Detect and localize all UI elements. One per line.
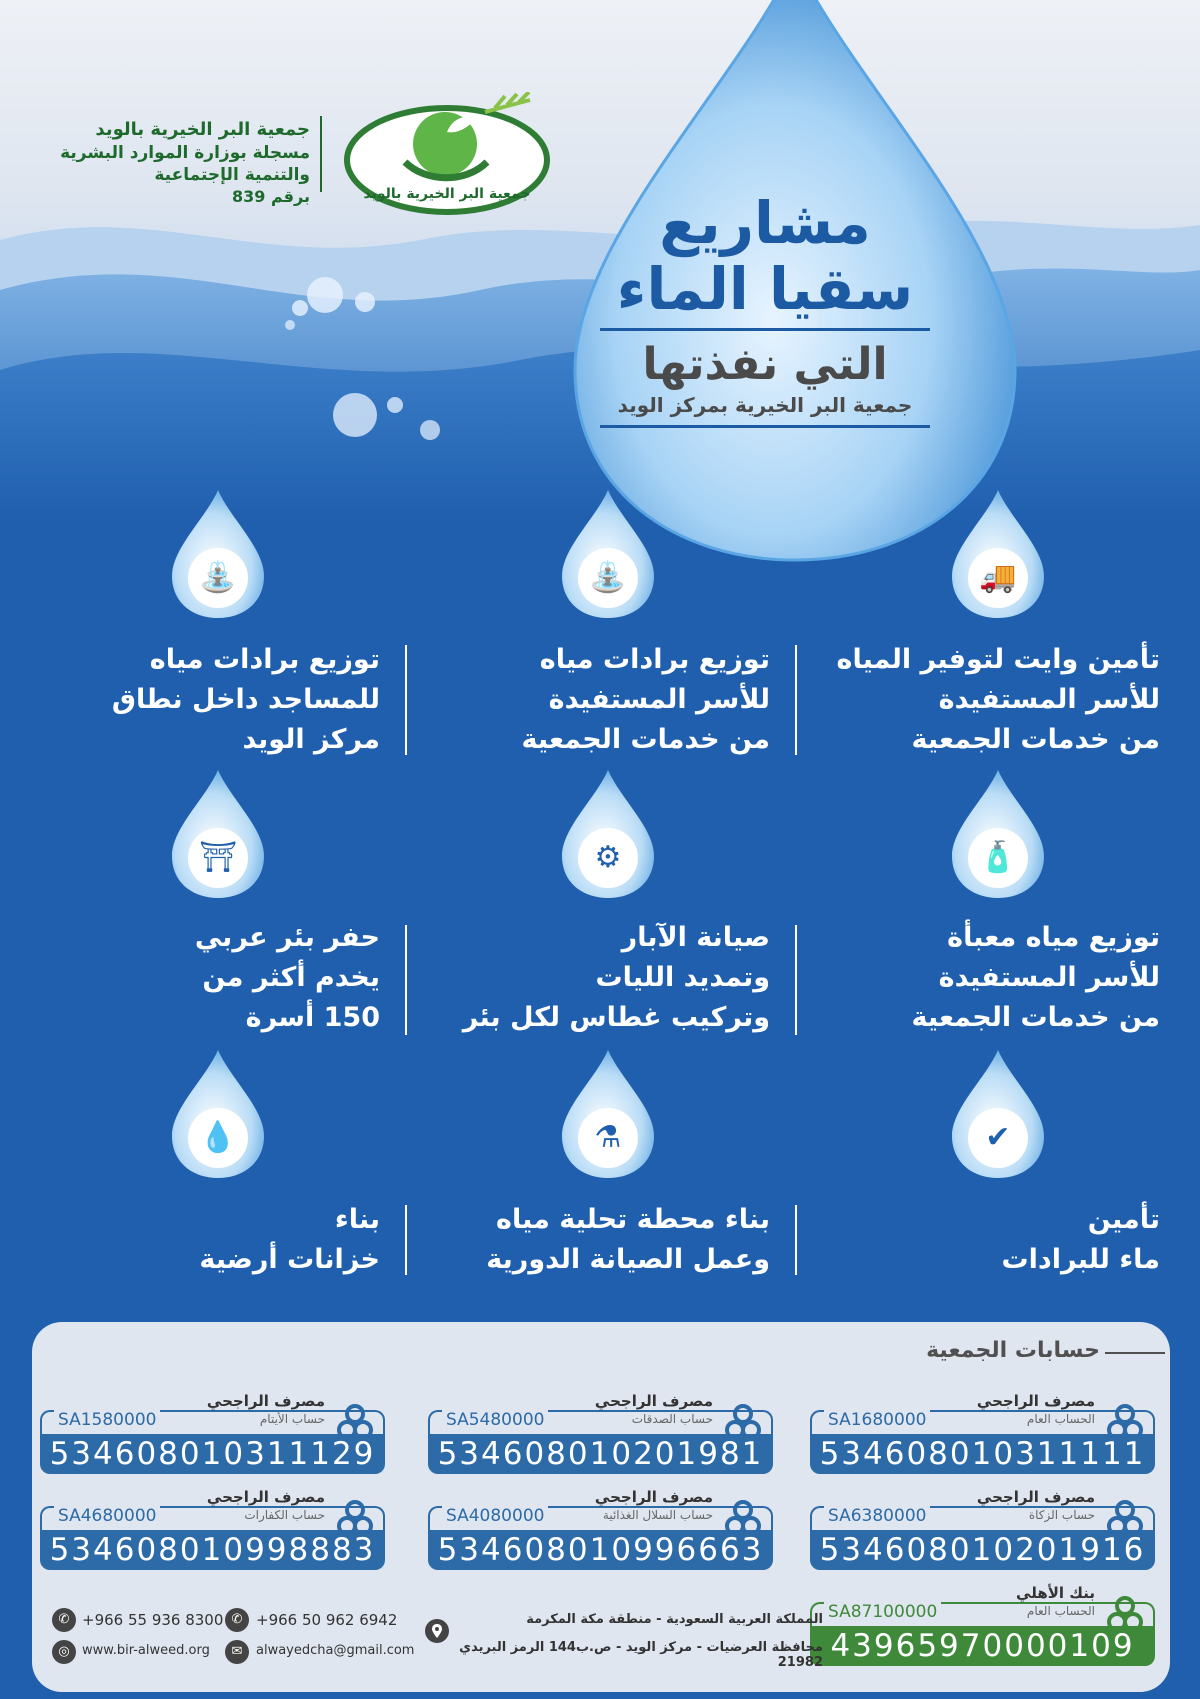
service-line: للأسر المستفيدة: [938, 684, 1160, 715]
service-line: توزيع برادات مياه: [539, 644, 770, 675]
divider-r1-a: [795, 645, 797, 755]
service-drop: [168, 490, 268, 620]
iban-prefix: SA87100000: [824, 1602, 941, 1622]
service-line: تأمين وايت لتوفير المياه: [836, 644, 1160, 675]
account-number[interactable]: 534608010311129: [40, 1434, 385, 1474]
account-number[interactable]: 534608010996663: [428, 1530, 773, 1570]
service-drop: [948, 1050, 1048, 1180]
title-block: [600, 190, 930, 436]
service-text: [800, 640, 1160, 760]
bank-name: بنك الأهلي: [1016, 1584, 1095, 1602]
org-registration-2: والتنمية الإجتماعية: [154, 165, 310, 185]
iban-prefix: SA4680000: [54, 1506, 160, 1526]
bank-account: [810, 1392, 1155, 1478]
water-truck-icon: 🚚: [979, 560, 1017, 595]
account-number[interactable]: 43965970000109: [810, 1626, 1155, 1666]
water-bottle-icon: 🧴: [979, 840, 1017, 875]
service-drop: [558, 1050, 658, 1180]
bank-name: مصرف الراجحي: [594, 1488, 713, 1506]
service-drop: [558, 770, 658, 900]
account-number[interactable]: 534608010201916: [810, 1530, 1155, 1570]
bank-name: مصرف الراجحي: [594, 1392, 713, 1410]
iban-prefix: SA1580000: [54, 1410, 160, 1430]
title-line-3: التي نفذتها: [642, 339, 888, 390]
phone-2[interactable]: +966 50 962 6942: [256, 1611, 398, 1629]
service-drop: [168, 770, 268, 900]
service-line: صيانة الآبار: [621, 922, 770, 953]
service-line: للمساجد داخل نطاق: [111, 684, 380, 715]
divider-r3-b: [405, 1205, 407, 1275]
service-text: [800, 918, 1160, 1038]
service-line: من خدمات الجمعية: [911, 1002, 1160, 1033]
account-number[interactable]: 534608010998883: [40, 1530, 385, 1570]
account-type: الحساب العام: [1026, 1412, 1095, 1426]
bank-account: [810, 1488, 1155, 1574]
address-line-1: المملكة العربية السعودية - منطقة مكة المكرمة: [526, 1612, 823, 1627]
divider-r3-a: [795, 1205, 797, 1275]
service-line: من خدمات الجمعية: [521, 724, 770, 755]
service-text: [410, 1200, 770, 1280]
title-line-1: مشاريع: [659, 189, 871, 257]
service-line: خزانات أرضية: [199, 1244, 380, 1275]
service-line: تأمين: [1087, 1204, 1160, 1235]
iban-prefix: SA6380000: [824, 1506, 930, 1526]
service-text: [20, 1200, 380, 1280]
org-info: [40, 118, 310, 208]
address-line-2: محافظة العرضيات - مركز الويد - ص.ب144 الرمز البريدي 21982: [459, 1640, 823, 1670]
bank-name: مصرف الراجحي: [206, 1392, 325, 1410]
service-text: [410, 918, 770, 1038]
service-text: [20, 918, 380, 1038]
title-line-2: سقيا الماء: [616, 255, 914, 323]
bank-account: [40, 1392, 385, 1478]
account-type: حساب الزكاة: [1028, 1508, 1095, 1522]
water-tank-icon: 💧: [199, 1120, 237, 1155]
service-line: حفر بئر عربي: [194, 922, 380, 953]
service-line: للأسر المستفيدة: [548, 684, 770, 715]
water-cooler-icon: ⛲: [199, 560, 237, 595]
logo-text: جمعية البر الخيرية بالويد: [363, 186, 531, 202]
org-registration-3: برقم 839: [232, 187, 310, 206]
iban-prefix: SA4080000: [442, 1506, 548, 1526]
water-cooler-icon: ⛲: [589, 560, 627, 595]
accounts-title: حسابات الجمعية: [926, 1338, 1100, 1363]
bank-account: [40, 1488, 385, 1574]
service-drop: [948, 490, 1048, 620]
service-line: مركز الويد: [242, 724, 380, 755]
desalination-plant-icon: ⚗: [594, 1120, 622, 1155]
bank-name: مصرف الراجحي: [976, 1488, 1095, 1506]
bank-account: [428, 1392, 773, 1478]
email-icon: ✉: [225, 1640, 249, 1664]
service-drop: [558, 490, 658, 620]
divider-r2-a: [795, 925, 797, 1035]
org-name: جمعية البر الخيرية بالويد: [95, 119, 310, 140]
service-text: [410, 640, 770, 760]
phone-1[interactable]: +966 55 936 8300: [82, 1611, 224, 1629]
well-icon: ⛩: [198, 840, 238, 875]
whatsapp-icon: ✆: [52, 1608, 76, 1632]
service-line: توزيع برادات مياه: [149, 644, 380, 675]
service-line: بناء: [334, 1204, 380, 1235]
org-logo: [335, 92, 565, 222]
title-divider: [600, 328, 930, 331]
title-line-4: جمعية البر الخيرية بمركز الويد: [617, 393, 913, 417]
iban-prefix: SA1680000: [824, 1410, 930, 1430]
account-type: حساب السلال الغذائية: [602, 1508, 713, 1522]
service-line: وتمديد الليات: [595, 962, 770, 993]
service-drop: [168, 1050, 268, 1180]
water-filter-check-icon: ✔: [985, 1120, 1011, 1155]
divider-r1-b: [405, 645, 407, 755]
account-type: الحساب العام: [1026, 1604, 1095, 1618]
account-number[interactable]: 534608010201981: [428, 1434, 773, 1474]
whatsapp-icon: ✆: [225, 1608, 249, 1632]
website-link[interactable]: www.bir-alweed.org: [82, 1643, 210, 1658]
org-divider: [320, 116, 322, 192]
service-line: وتركيب غطاس لكل بئر: [462, 1002, 770, 1033]
service-line: يخدم أكثر من: [202, 962, 380, 993]
service-line: للأسر المستفيدة: [938, 962, 1160, 993]
bank-name: مصرف الراجحي: [976, 1392, 1095, 1410]
account-type: حساب الأيتام: [259, 1412, 325, 1426]
bank-account: [810, 1584, 1155, 1670]
service-text: [800, 1200, 1160, 1280]
iban-prefix: SA5480000: [442, 1410, 548, 1430]
account-type: حساب الكفارات: [244, 1508, 325, 1522]
bank-account: [428, 1488, 773, 1574]
org-registration-1: مسجلة بوزارة الموارد البشرية: [60, 143, 310, 163]
account-number[interactable]: 534608010311111: [810, 1434, 1155, 1474]
service-line: من خدمات الجمعية: [911, 724, 1160, 755]
globe-icon: ◎: [52, 1640, 76, 1664]
service-line: وعمل الصيانة الدورية: [486, 1244, 770, 1275]
divider-r2-b: [405, 925, 407, 1035]
email-link[interactable]: alwayedcha@gmail.com: [256, 1643, 415, 1658]
service-drop: [948, 770, 1048, 900]
maintenance-gear-icon: ⚙: [594, 840, 622, 875]
service-line: بناء محطة تحلية مياه: [496, 1204, 770, 1235]
service-text: [20, 640, 380, 760]
service-line: ماء للبرادات: [1001, 1244, 1160, 1275]
account-type: حساب الصدقات: [631, 1412, 713, 1426]
service-line: توزيع مياه معبأة: [947, 922, 1160, 953]
title-divider-bottom: [600, 425, 930, 428]
bank-name: مصرف الراجحي: [206, 1488, 325, 1506]
accounts-title-line: [1105, 1352, 1165, 1354]
service-line: 150 أسرة: [245, 1002, 380, 1033]
